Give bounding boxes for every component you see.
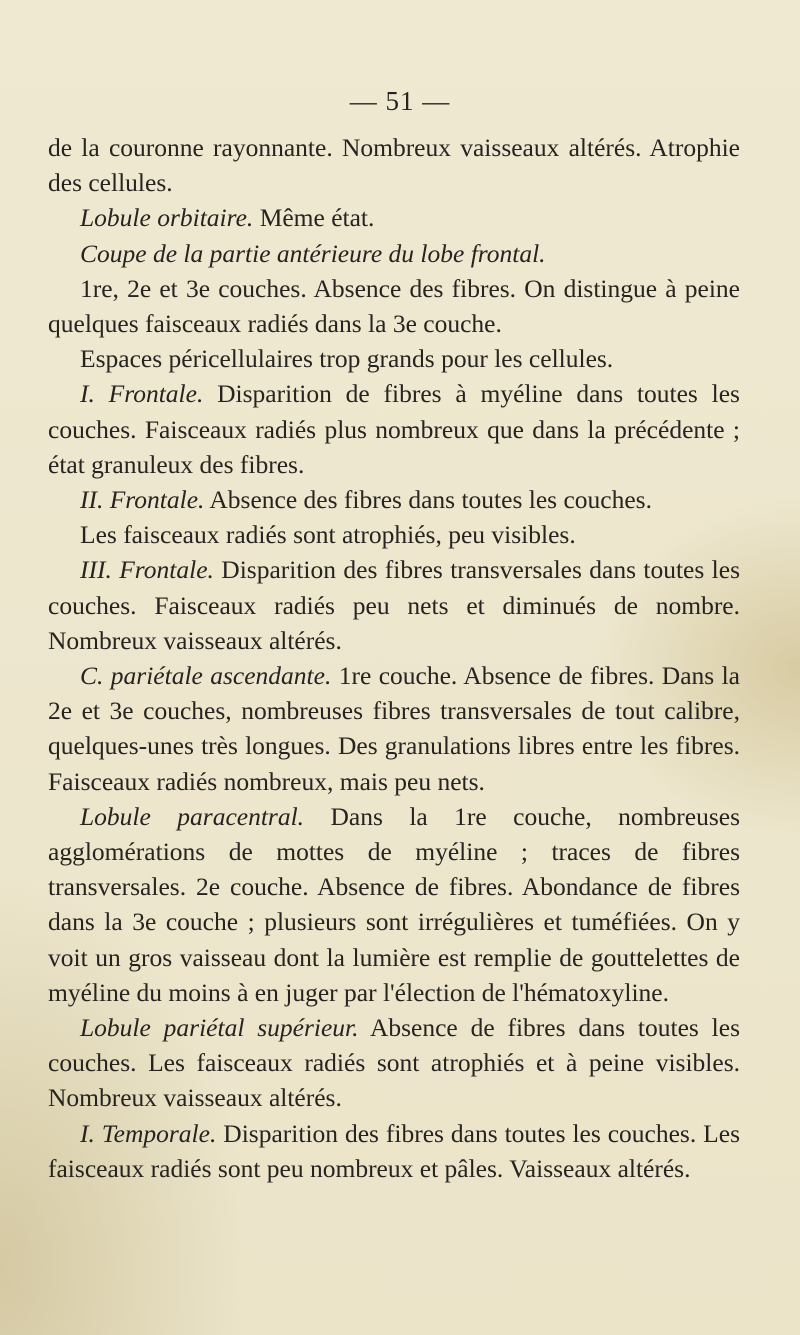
paragraph xyxy=(48,799,740,1010)
section-heading: I. Frontale. xyxy=(80,379,204,409)
paragraph xyxy=(48,517,740,552)
paragraph-text: Disparition des fibres transversales dans toutes les couches. Faisceaux radiés peu nets et diminués de nombre. Nombreux vaisseaux altérés. xyxy=(48,555,740,655)
paragraph xyxy=(48,341,740,376)
paragraph xyxy=(48,1010,740,1116)
paragraph-text: 1re couche. Absence de fibres. Dans la 2e et 3e couches, nombreuses fibres transversales de tout calibre, quelques-unes très longues. Des granulations libres entre les fibres. Faisceaux radiés nombreux, mais peu nets. xyxy=(48,661,740,796)
paragraph-text: Espaces péricellulaires trop grands pour les cellules. xyxy=(80,344,614,374)
section-heading: III. Frontale. xyxy=(80,555,214,585)
paragraph xyxy=(48,236,740,271)
section-heading: Coupe de la partie antérieure du lobe frontal. xyxy=(80,238,546,268)
paragraph-text: Même état. xyxy=(253,203,375,233)
section-heading: C. pariétale ascendante. xyxy=(80,661,332,691)
paragraph xyxy=(48,658,740,799)
paragraph-text: 1re, 2e et 3e couches. Absence des fibres. On distingue à peine quelques faisceaux radiés dans la 3e couche. xyxy=(48,273,740,339)
paragraph-text: Disparition des fibres dans toutes les couches. Les faisceaux radiés sont peu nombreux et pâles. Vaisseaux altérés. xyxy=(48,1118,740,1183)
paragraph xyxy=(48,1116,740,1186)
paragraph xyxy=(48,552,740,658)
paragraph xyxy=(48,271,740,341)
body-text xyxy=(48,130,740,1186)
paragraph xyxy=(48,200,740,235)
section-heading: II. Frontale. xyxy=(80,485,205,515)
section-heading: Lobule orbitaire. xyxy=(80,203,254,233)
section-heading: Lobule paracentral. xyxy=(80,801,305,831)
paragraph-text: Disparition de fibres à myéline dans toutes les couches. Faisceaux radiés plus nombreux que dans la précédente ; état granuleux des fibres. xyxy=(48,379,740,479)
paragraph-text: Les faisceaux radiés sont atrophiés, peu visibles. xyxy=(80,520,576,550)
section-heading: Lobule pariétal supérieur. xyxy=(80,1013,359,1043)
section-heading: I. Temporale. xyxy=(80,1118,217,1148)
paragraph-text: Absence de fibres dans toutes les couches. Les faisceaux radiés sont atrophiés et à peine visibles. Nombreux vaisseaux altérés. xyxy=(48,1013,740,1113)
paragraph xyxy=(48,482,740,517)
page-number: — 51 — xyxy=(349,86,451,116)
paragraph-text: Absence des fibres dans toutes les couches. xyxy=(204,485,652,515)
paragraph xyxy=(48,376,740,482)
paragraph xyxy=(48,130,740,200)
paragraph-text: Dans la 1re couche, nombreuses agglomérations de mottes de myéline ; traces de fibres transversales. 2e couche. Absence de fibres. Abondance de fibres dans la 3e couche ; plusieurs sont irrégulières et tuméfiées. On y voit un gros vaisseau dont la lumière est remplie de gouttelettes de myéline du moins à en juger par l'élection de l'hématoxyline. xyxy=(48,801,740,1007)
paragraph-text: de la couronne rayonnante. Nombreux vaisseaux altérés. Atrophie des cellules. xyxy=(48,133,740,198)
